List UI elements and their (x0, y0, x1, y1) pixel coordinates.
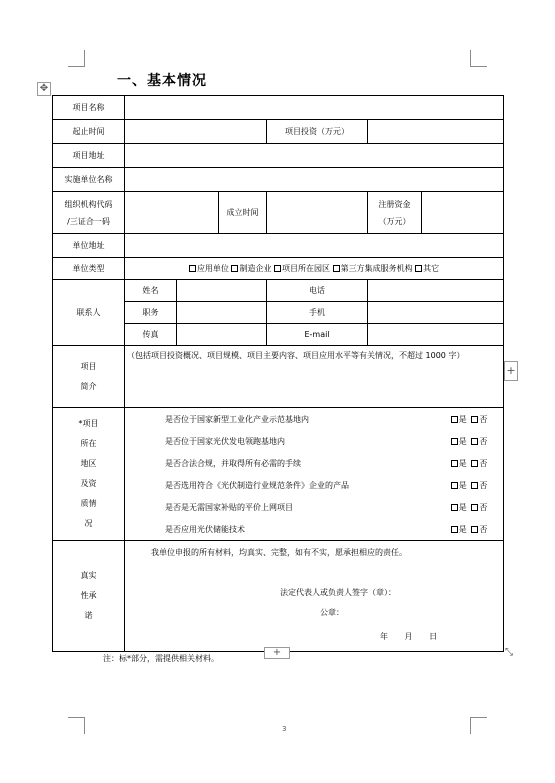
add-row-button[interactable]: + (264, 647, 290, 659)
yes-no-options: 是 否 (435, 458, 503, 469)
unit-type-option[interactable]: 制造企业 (231, 264, 271, 273)
unit-type-option[interactable]: 其它 (415, 264, 439, 273)
crop-mark-top-right (470, 50, 487, 67)
checkbox-icon[interactable] (415, 265, 422, 272)
footnote: 注：标*部分，需提供相关材料。 (103, 654, 219, 663)
qualification-question-list (125, 408, 504, 541)
investment-field[interactable] (368, 120, 504, 144)
start-end-time-field[interactable] (125, 120, 267, 144)
registered-capital-line1: 注册资金 (378, 199, 411, 209)
unit-type-label: 单位类型 (53, 258, 125, 280)
yes-no-options: 是 否 (435, 502, 503, 513)
contact-label: 联系人 (53, 280, 125, 346)
established-field[interactable] (267, 192, 368, 234)
project-address-field[interactable] (125, 144, 504, 168)
no-checkbox-icon[interactable] (471, 526, 478, 533)
yes-checkbox-icon[interactable] (451, 438, 458, 445)
checkbox-icon[interactable] (189, 265, 196, 272)
checkbox-icon[interactable] (274, 265, 281, 272)
project-name-label: 项目名称 (53, 96, 125, 120)
registered-capital-label (368, 192, 422, 234)
checkbox-icon[interactable] (231, 265, 238, 272)
org-code-label (53, 192, 125, 234)
contact-phone-field[interactable] (368, 280, 504, 302)
official-seal-line: 公章： (320, 608, 344, 617)
table-resize-handle-icon[interactable]: ⤡ (505, 647, 513, 658)
unit-type-option[interactable]: 应用单位 (189, 264, 229, 273)
unit-address-field[interactable] (125, 234, 504, 258)
investment-label: 项目投资（万元） (267, 120, 368, 144)
contact-fax-label: 传真 (125, 324, 177, 346)
crop-mark-bottom-right (470, 717, 487, 734)
basic-info-table (52, 95, 504, 652)
qualification-question: 是否应用光伏储能技术 是 否 (125, 518, 503, 540)
qualification-question: 是否是无需国家补贴的平价上网项目 是 否 (125, 496, 503, 518)
start-end-time-label: 起止时间 (53, 120, 125, 144)
yes-checkbox-icon[interactable] (451, 504, 458, 511)
signature-line: 法定代表人或负责人签字（章）： (280, 588, 396, 597)
contact-position-label: 职务 (125, 302, 177, 324)
yes-checkbox-icon[interactable] (451, 416, 458, 423)
project-intro-field[interactable]: （包括项目投资概况、项目规模、项目主要内容、项目应用水平等有关情况，不超过 1000 字） (125, 346, 504, 408)
no-checkbox-icon[interactable] (471, 416, 478, 423)
contact-email-label: E-mail (267, 324, 368, 346)
qualification-question: 是否选用符合《光伏制造行业规范条件》企业的产品 是 否 (125, 474, 503, 496)
org-code-label-line1: 组织机构代码 (64, 199, 113, 209)
pledge-content (125, 541, 504, 652)
region-qualification-label: *项目 所在 地区 及资 质情 况 (53, 408, 125, 541)
qualification-question: 是否位于国家光伏发电领跑基地内 是 否 (125, 430, 503, 452)
contact-position-field[interactable] (177, 302, 267, 324)
contact-email-field[interactable] (368, 324, 504, 346)
yes-checkbox-icon[interactable] (451, 482, 458, 489)
yes-no-options: 是 否 (435, 524, 503, 535)
registered-capital-field[interactable] (422, 192, 504, 234)
unit-type-options (125, 258, 504, 280)
project-intro-label: 项目 简介 (53, 346, 125, 408)
project-address-label: 项目地址 (53, 144, 125, 168)
qualification-question: 是否合法合规，并取得所有必需的手续 是 否 (125, 452, 503, 474)
project-name-field[interactable] (125, 96, 504, 120)
contact-fax-field[interactable] (177, 324, 267, 346)
org-code-field[interactable] (125, 192, 219, 234)
contact-name-field[interactable] (177, 280, 267, 302)
yes-no-options: 是 否 (435, 414, 503, 425)
no-checkbox-icon[interactable] (471, 482, 478, 489)
no-checkbox-icon[interactable] (471, 438, 478, 445)
pledge-statement: 我单位申报的所有材料，均真实、完整，如有不实，愿承担相应的责任。 (151, 548, 407, 557)
unit-address-label: 单位地址 (53, 234, 125, 258)
no-checkbox-icon[interactable] (471, 460, 478, 467)
qualification-question: 是否位于国家新型工业化产业示范基地内 是 否 (125, 408, 503, 430)
date-line: 年 月 日 (380, 632, 438, 641)
pledge-label: 真实 性承 诺 (53, 541, 125, 652)
contact-name-label: 姓名 (125, 280, 177, 302)
page-number: 3 (282, 725, 287, 733)
yes-no-options: 是 否 (435, 436, 503, 447)
unit-type-option[interactable]: 项目所在园区 (274, 264, 330, 273)
crop-mark-top-left (68, 50, 85, 67)
table-move-handle-icon[interactable]: ✥ (37, 82, 51, 96)
contact-phone-label: 电话 (267, 280, 368, 302)
unit-name-label: 实施单位名称 (53, 168, 125, 192)
unit-type-option[interactable]: 第三方集成服务机构 (333, 264, 413, 273)
section-title: 一、基本情况 (117, 73, 207, 89)
yes-checkbox-icon[interactable] (451, 526, 458, 533)
unit-name-field[interactable] (125, 168, 504, 192)
contact-mobile-label: 手机 (267, 302, 368, 324)
yes-no-options: 是 否 (435, 480, 503, 491)
crop-mark-bottom-left (68, 717, 85, 734)
registered-capital-line2: （万元） (378, 216, 411, 226)
checkbox-icon[interactable] (333, 265, 340, 272)
established-label: 成立时间 (219, 192, 267, 234)
org-code-label-line2: /三证合一码 (67, 216, 110, 226)
yes-checkbox-icon[interactable] (451, 460, 458, 467)
contact-mobile-field[interactable] (368, 302, 504, 324)
no-checkbox-icon[interactable] (471, 504, 478, 511)
add-column-button[interactable]: + (504, 361, 518, 381)
